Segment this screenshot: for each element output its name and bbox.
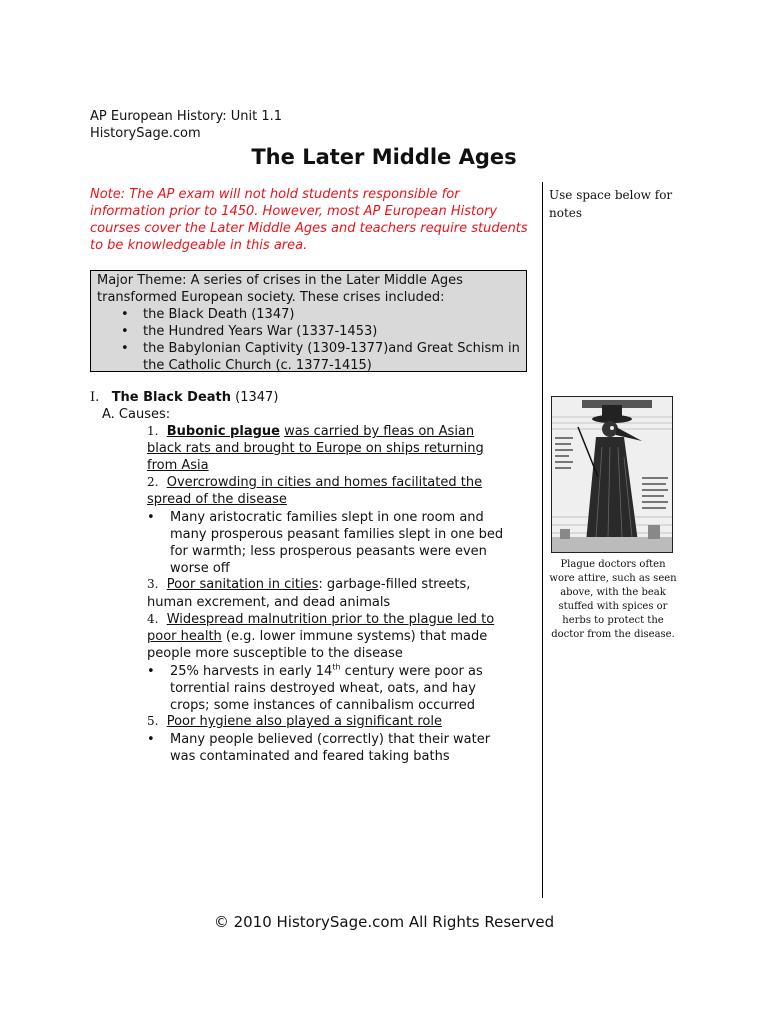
subsection-heading: A. Causes: (102, 407, 171, 422)
theme-item: • the Hundred Years War (1337-1453) (121, 323, 526, 340)
cause-5: 5. Poor hygiene also played a significant role (147, 714, 442, 729)
bullet-text: 25% harvests in early 14th century were poor as (170, 662, 483, 679)
figure-caption: Plague doctors often wore attire, such as seen above, with the beak stuffed with spices or herbs to protect the doctor from the disease. (549, 559, 677, 640)
site-line: HistorySage.com (90, 126, 201, 141)
theme-item: • the Babylonian Captivity (1309-1377)and Great Schism in the Catholic Church (c. 1377-1415) (121, 340, 526, 374)
bullet-dot: • (147, 510, 155, 525)
theme-list (97, 306, 526, 374)
copyright-footer: © 2010 HistorySage.com All Rights Reserved (213, 913, 555, 931)
cause-1: 1. Bubonic plague was carried by fleas on Asian (147, 424, 475, 439)
theme-item: • the Black Death (1347) (121, 306, 526, 323)
course-line: AP European History: Unit 1.1 (90, 109, 283, 124)
bullet-text: for warmth; less prosperous peasants were even (170, 544, 487, 559)
theme-intro-1: Major Theme: A series of crises in the Later Middle Ages (97, 273, 463, 288)
exam-note: Note: The AP exam will not hold students responsible for information prior to 1450. However, most AP European History courses cover the Later Middle Ages and teachers require students to be knowledgeable in this area. (90, 187, 528, 253)
cause-2-line: spread of the disease (147, 492, 287, 507)
cause-4-line: poor health (e.g. lower immune systems) that made (147, 629, 488, 644)
cause-2: 2. Overcrowding in cities and homes facilitated the (147, 475, 483, 490)
page-title: The Later Middle Ages (251, 145, 517, 169)
notes-instruction: Use space below for notes (549, 188, 673, 220)
bullet-text: Many people believed (correctly) that their water (170, 732, 491, 747)
major-theme-box (90, 270, 527, 372)
bullet-text: was contaminated and feared taking baths (170, 749, 450, 764)
bullet-text: crops; some instances of cannibalism occurred (170, 698, 475, 713)
bullet-dot: • (147, 664, 155, 679)
plague-doctor-icon (552, 397, 672, 552)
bullet-text: many prosperous peasant families slept in one bed (170, 527, 504, 542)
bullet-text: torrential rains destroyed wheat, oats, and hay (170, 681, 476, 696)
notes-divider (542, 182, 543, 898)
section-heading: I. The Black Death (1347) (90, 390, 279, 405)
plague-doctor-illustration (551, 396, 673, 553)
theme-intro-2: transformed European society. These crises included: (97, 290, 445, 305)
bullet-text: Many aristocratic families slept in one room and (170, 510, 484, 525)
cause-1-line: black rats and brought to Europe on ships returning (147, 441, 484, 456)
bullet-text: worse off (170, 561, 230, 576)
cause-3: 3. Poor sanitation in cities: garbage-filled streets, (147, 577, 471, 592)
cause-1-line: from Asia (147, 458, 209, 473)
bullet-dot: • (147, 732, 155, 747)
cause-4-line: people more susceptible to the disease (147, 646, 403, 661)
cause-4: 4. Widespread malnutrition prior to the plague led to (147, 612, 495, 627)
cause-3-line: human excrement, and dead animals (147, 595, 391, 610)
